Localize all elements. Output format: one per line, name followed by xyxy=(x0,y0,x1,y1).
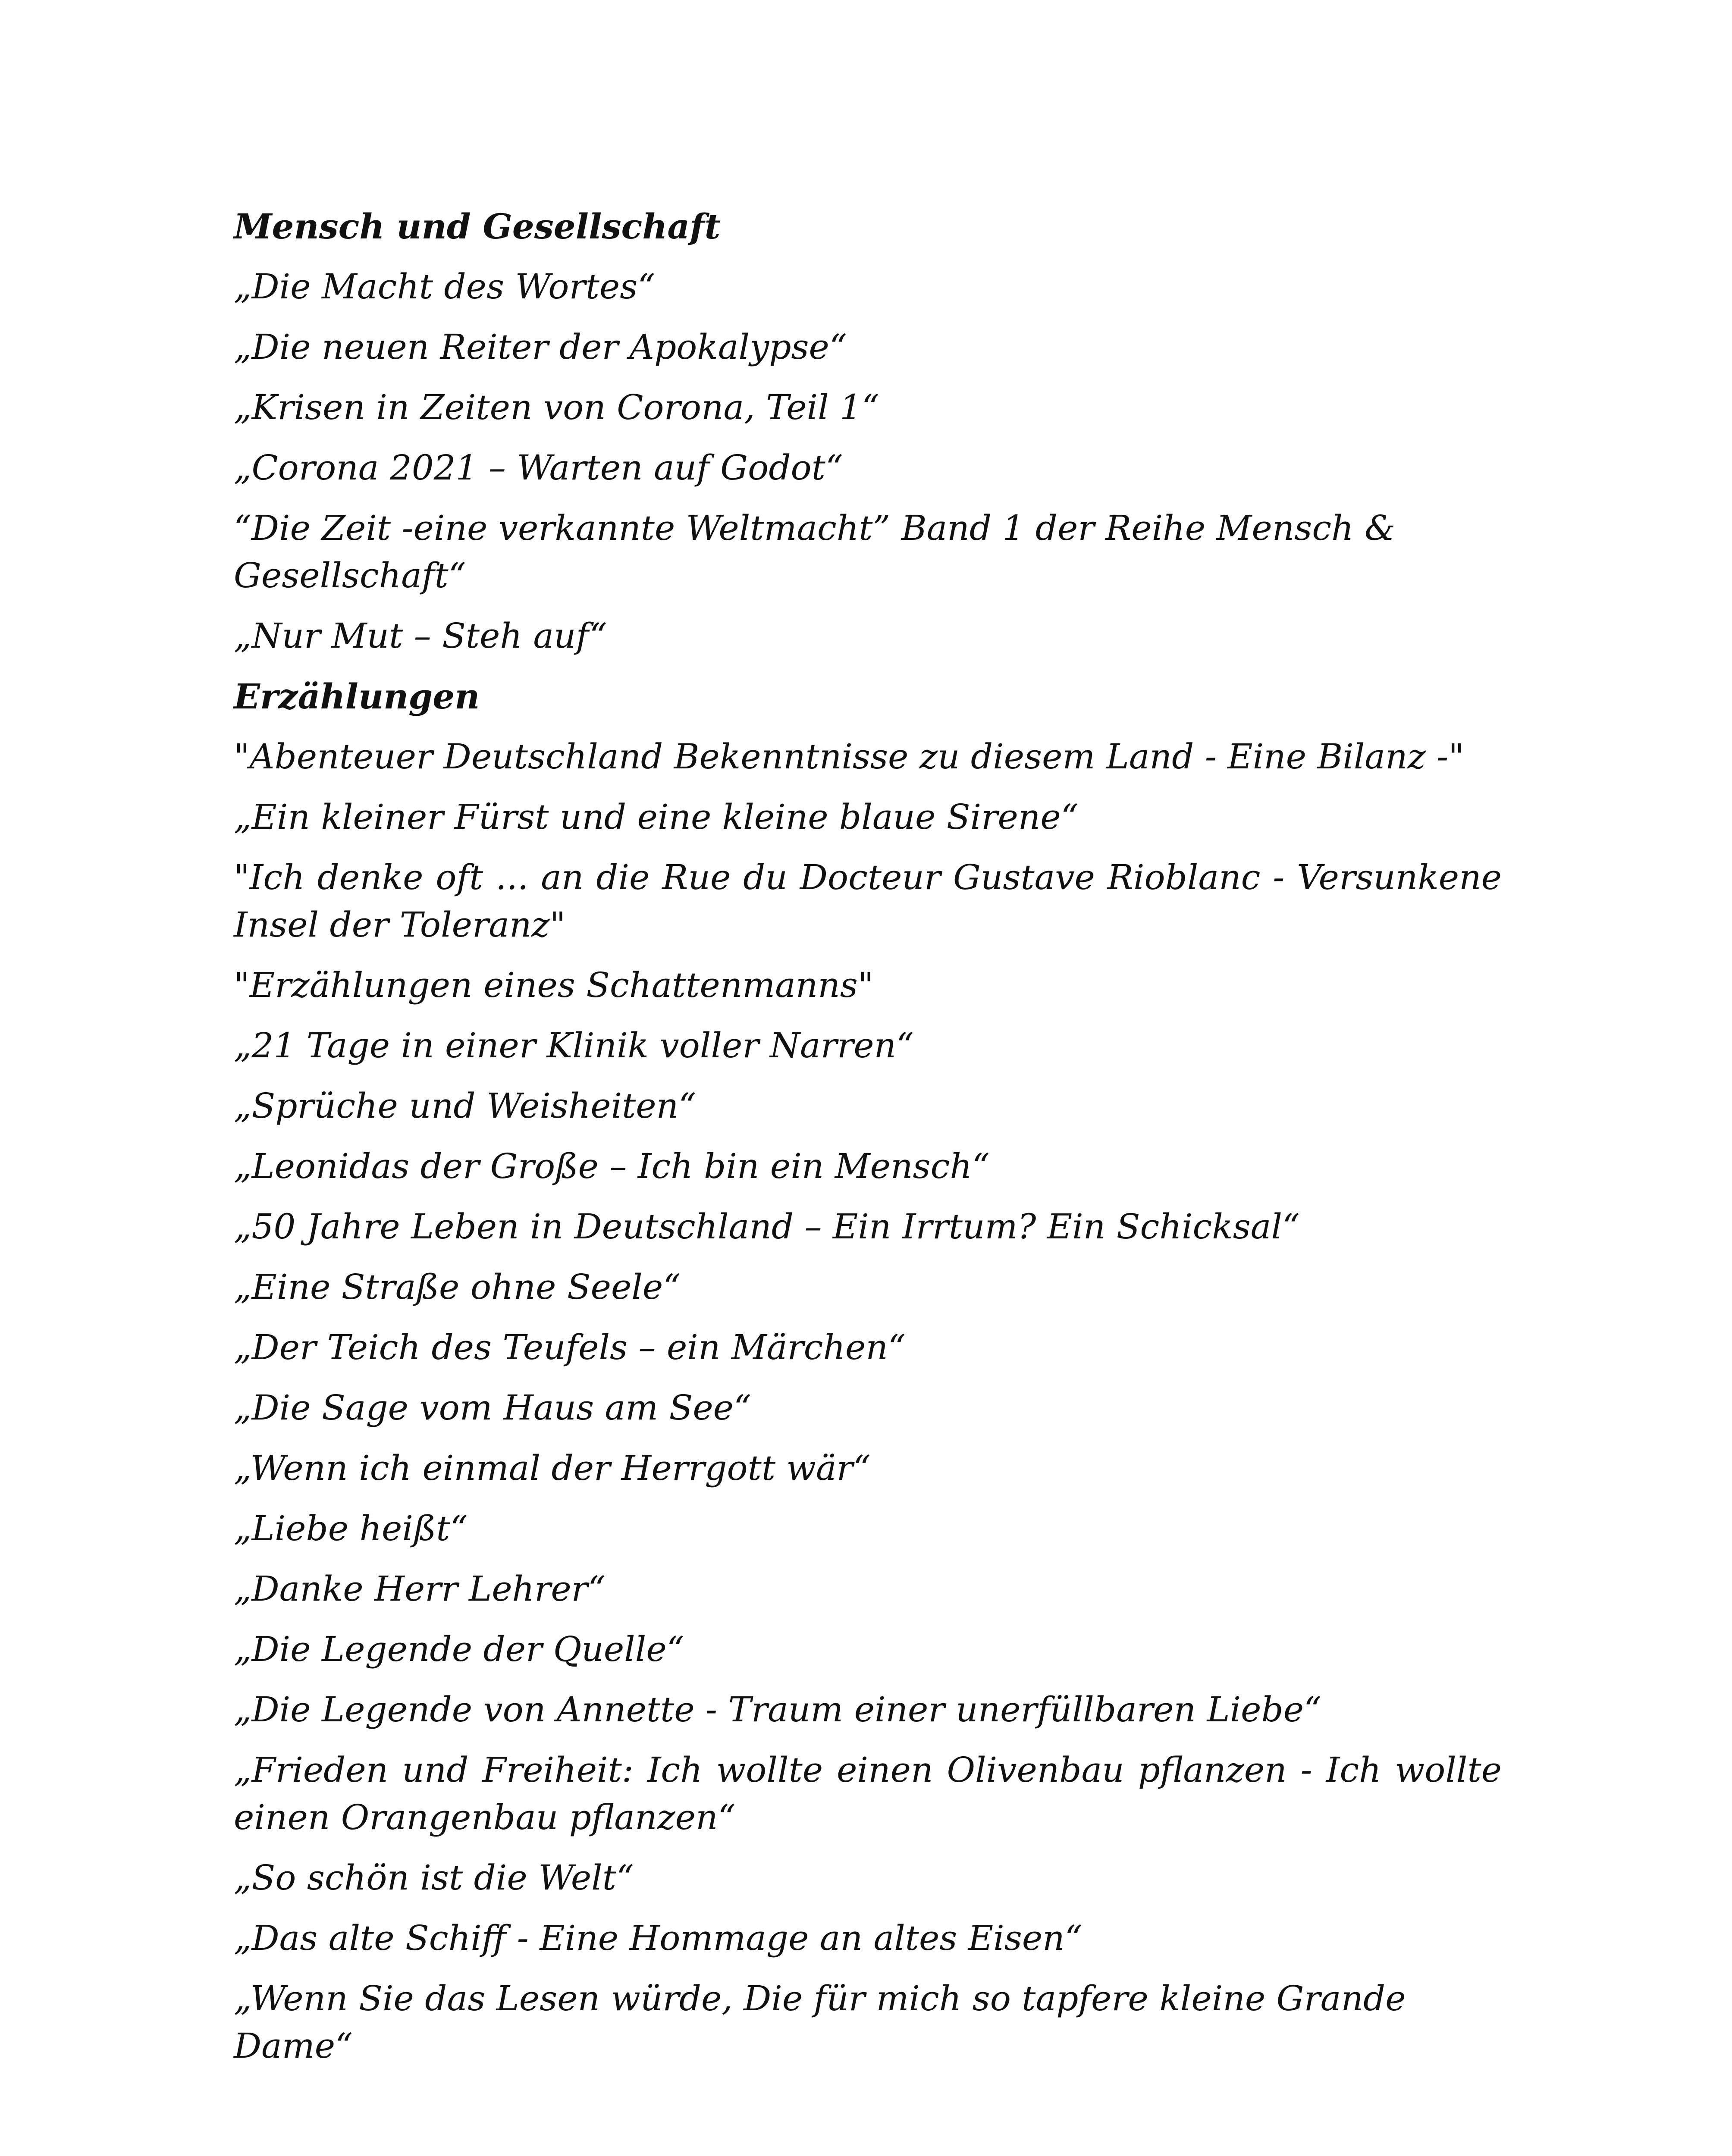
list-item: „Die Legende der Quelle“ xyxy=(234,1629,684,1669)
list-item: „50 Jahre Leben in Deutschland – Ein Irrtum? Ein Schicksal“ xyxy=(234,1206,1300,1247)
list-item: „Sprüche und Weisheiten“ xyxy=(234,1086,697,1126)
list-item: „Die neuen Reiter der Apokalypse“ xyxy=(234,327,847,367)
list-item: „Leonidas der Große – Ich bin ein Mensch“ xyxy=(234,1146,990,1186)
list-item: „Danke Herr Lehrer“ xyxy=(234,1569,606,1609)
list-item: „Krisen in Zeiten von Corona, Teil 1“ xyxy=(234,387,879,427)
list-item: „Das alte Schiff - Eine Hommage an altes Eisen“ xyxy=(234,1918,1082,1958)
section-heading-erzaehlungen: Erzählungen xyxy=(234,676,480,717)
list-item: “Die Zeit -eine verkannte Weltmacht” Band 1 der Reihe Mensch & Gesellschaft“ xyxy=(234,508,1396,595)
list-item: "Erzählungen eines Schattenmanns" xyxy=(234,965,874,1005)
list-item: „Die Macht des Wortes“ xyxy=(234,266,656,307)
list-item: „Der Teich des Teufels – ein Märchen“ xyxy=(234,1327,906,1367)
list-item: „So schön ist die Welt“ xyxy=(234,1858,634,1898)
list-item: „Wenn ich einmal der Herrgott wär“ xyxy=(234,1448,871,1488)
list-item: „Die Legende von Annette - Traum einer unerfüllbaren Liebe“ xyxy=(234,1689,1321,1730)
list-item: „Liebe heißt“ xyxy=(234,1508,468,1548)
list-item: "Ich denke oft ... an die Rue du Docteur Gustave Rioblanc - Versunkene Insel der Toleranz" xyxy=(234,857,1502,945)
list-item: "Abenteuer Deutschland Bekenntnisse zu diesem Land - Eine Bilanz -" xyxy=(234,736,1465,777)
list-item: „Corona 2021 – Warten auf Godot“ xyxy=(234,448,843,488)
section-heading-mensch-und-gesellschaft: Mensch und Gesellschaft xyxy=(234,206,721,247)
list-item: „Eine Straße ohne Seele“ xyxy=(234,1267,681,1307)
book-list xyxy=(234,203,1502,2083)
list-item: „Frieden und Freiheit: Ich wollte einen Olivenbau pflanzen - Ich wollte einen Orangenbau pflanzen“ xyxy=(234,1750,1502,1837)
list-item: „21 Tage in einer Klinik voller Narren“ xyxy=(234,1025,914,1065)
list-item: „Ein kleiner Fürst und eine kleine blaue Sirene“ xyxy=(234,797,1079,837)
list-item: „Nur Mut – Steh auf“ xyxy=(234,616,607,656)
list-item: „Wenn Sie das Lesen würde, Die für mich so tapfere kleine Grande Dame“ xyxy=(234,1978,1406,2066)
list-item: „Die Sage vom Haus am See“ xyxy=(234,1388,751,1428)
